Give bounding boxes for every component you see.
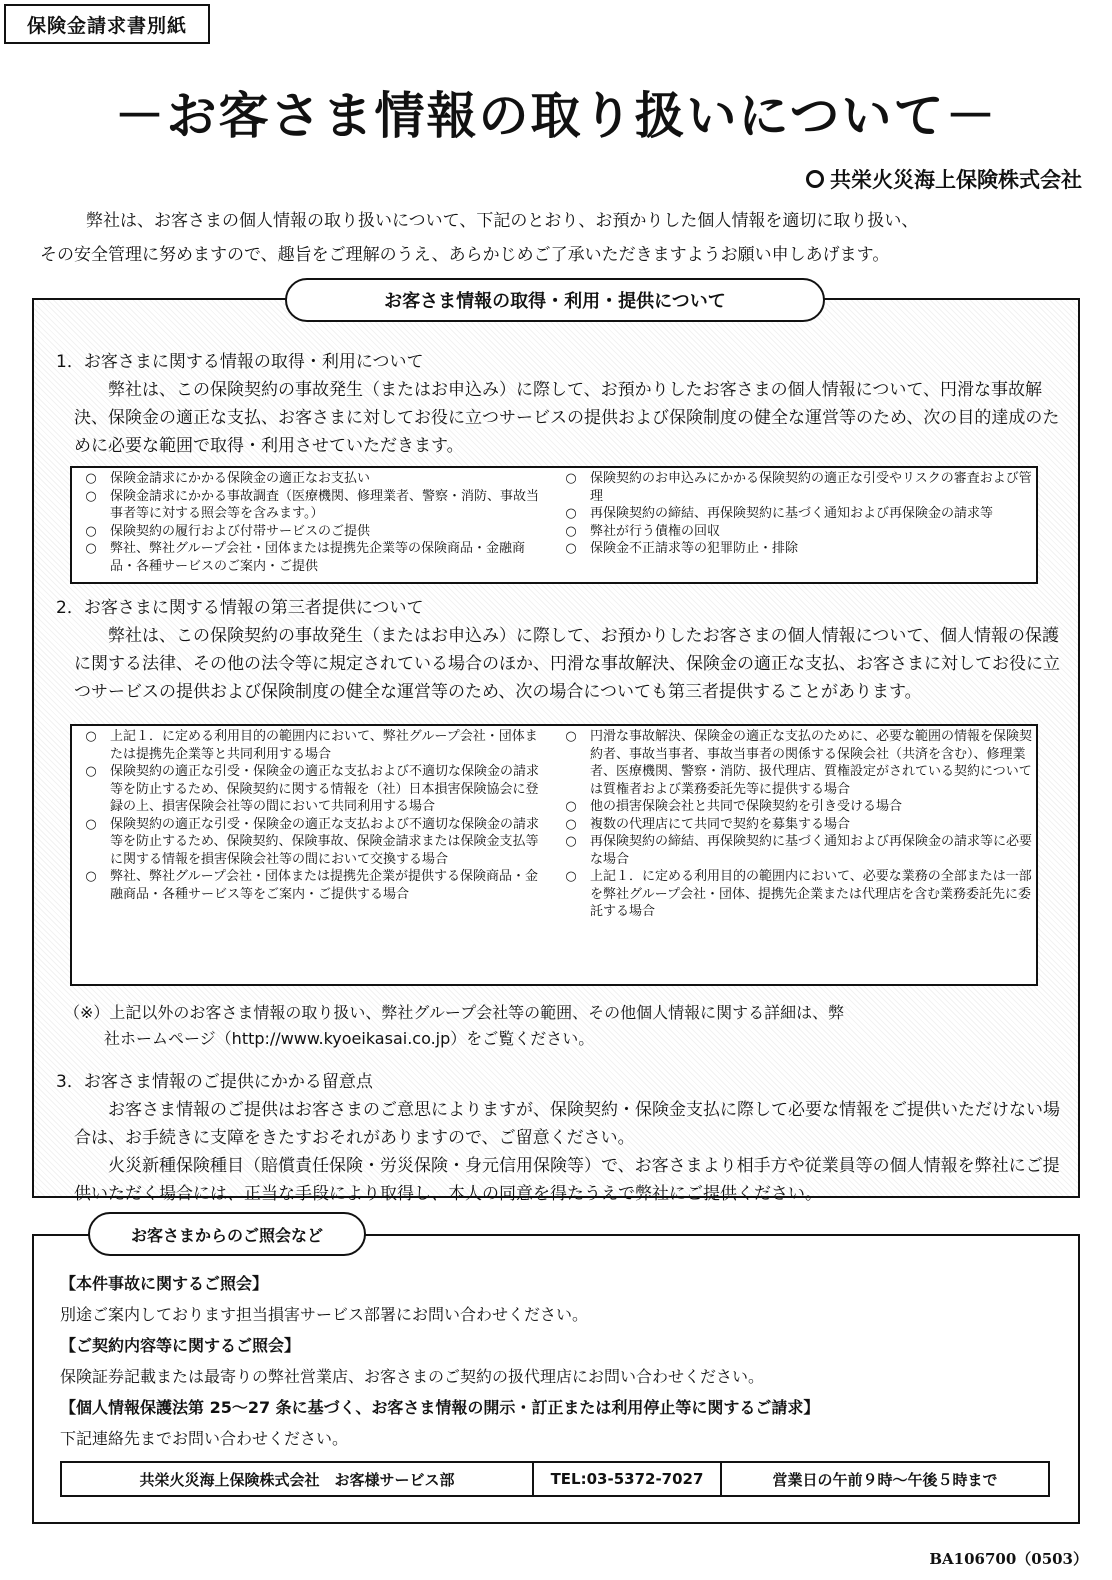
- list-item: [72, 763, 548, 816]
- inquiry-heading-3: 【個人情報保護法第 25～27 条に基づく、お客さま情報の開示・訂正または利用停止等に関するご請求】: [60, 1398, 820, 1417]
- section-main-heading: お客さま情報の取得・利用・提供について: [285, 278, 825, 322]
- inquiry-text-2: 保険証券記載または最寄りの弊社営業店、お客さまのご契約の扱代理店にお問い合わせください。: [60, 1367, 765, 1386]
- list-item: [72, 728, 548, 763]
- inquiries-content: [60, 1268, 1060, 1454]
- intro-line-2: その安全管理に努めますので、趣旨をご理解のうえ、あらかじめご了承いただきますようお願い申しあげます。: [40, 245, 890, 265]
- section-1-left-list: [72, 470, 548, 575]
- list-item: [552, 728, 1036, 798]
- circle-bullet-icon: ○: [85, 869, 97, 884]
- list-item: [552, 505, 1036, 523]
- section-2-right-list: [552, 728, 1036, 921]
- inquiry-text-3: 下記連絡先までお問い合わせください。: [60, 1429, 349, 1448]
- circle-bullet-icon: ○: [85, 488, 97, 504]
- section-3-body-1: お客さま情報のご提供はお客さまのご意思によりますが、保険契約・保険金支払に際して必要な情報をご提供いただけない場合は、お手続きに支障をきたすおそれがありますので、ご留意ください。: [74, 1100, 1060, 1148]
- list-item-text: 再保険契約の締結、再保険契約に基づく通知および再保険金の請求等に必要な場合: [590, 834, 1033, 867]
- company-name-text: 共栄火災海上保険株式会社: [830, 168, 1082, 192]
- list-item: [72, 523, 548, 541]
- circle-bullet-icon: ○: [565, 799, 577, 814]
- circle-bullet-icon: ○: [565, 523, 577, 539]
- note-line-2: 社ホームページ（http://www.kyoeikasai.co.jp）をご覧ください。: [104, 1029, 595, 1048]
- list-item-text: 円滑な事故解決、保険金の適正な支払のために、必要な範囲の情報を保険契約者、事故当事者、事故当事者の関係する保険会社（共済を含む）、修理業者、医療機関、警察・消防、扱代理店、質権設定がされている契約については質権者および業務委託先等に提供する場合: [590, 729, 1033, 797]
- list-item: [552, 816, 1036, 834]
- intro-text: [40, 204, 1080, 272]
- document-code: BA106700（0503）: [929, 1550, 1088, 1568]
- section-1: [56, 348, 1072, 460]
- contact-department: 共栄火災海上保険株式会社 お客様サービス部: [62, 1463, 534, 1495]
- list-item-text: 弊社、弊社グループ会社・団体または提携先企業等の保険商品・金融商品・各種サービスのご案内・ご提供: [110, 541, 525, 574]
- circle-bullet-icon: ○: [85, 764, 97, 779]
- list-item: [552, 470, 1036, 505]
- list-item: [552, 868, 1036, 921]
- list-item: [552, 523, 1036, 541]
- list-item-text: 再保険契約の締結、再保険契約に基づく通知および再保険金の請求等: [590, 506, 994, 521]
- circle-bullet-icon: ○: [85, 523, 97, 539]
- inquiries-heading: お客さまからのご照会など: [88, 1212, 366, 1256]
- list-item-text: 他の損害保険会社と共同で保険契約を引き受ける場合: [590, 799, 903, 814]
- list-item: [552, 833, 1036, 868]
- contact-hours: 営業日の午前９時～午後５時まで: [772, 1470, 998, 1489]
- circle-bullet-icon: ○: [85, 541, 97, 556]
- list-item-text: 保険契約の履行および付帯サービスのご提供: [110, 523, 371, 539]
- list-item-text: 保険金請求にかかる保険金の適正なお支払い: [110, 471, 371, 486]
- circle-bullet-icon: ○: [85, 729, 97, 744]
- page-title: －お客さま情報の取り扱いについて－: [114, 87, 998, 145]
- section-1-title: 1．お客さまに関する情報の取得・利用について: [56, 352, 424, 372]
- list-item: [552, 798, 1036, 816]
- section-1-right-list: [552, 470, 1036, 558]
- section-2: [56, 594, 1072, 706]
- section-2-body: 弊社は、この保険契約の事故発生（またはお申込み）に際して、お預かりしたお客さまの個人情報について、個人情報の保護に関する法律、その他の法令等に規定されている場合のほか、円滑な事故解決、保険金の適正な支払、お客さまに対してお役に立つサービスの提供および保険制度の健全な運営等のため、次の場合についても第三者提供することがあります。: [74, 626, 1060, 702]
- list-item-text: 保険契約の適正な引受・保険金の適正な支払および不適切な保険金の請求等を防止するため、保険契約、保険事故、保険金請求または保険金支払等に関する情報を損害保険会社等の間において交換する場合: [110, 816, 540, 867]
- circle-bullet-icon: ○: [565, 541, 577, 556]
- document-tag: 保険金請求書別紙: [4, 4, 210, 44]
- section-1-purpose-box: [70, 466, 1038, 584]
- list-item-text: 上記１．に定める利用目的の範囲内において、必要な業務の全部または一部を弊社グループ会社・団体、提携先企業または代理店を含む業務委託先に委託する場合: [590, 869, 1032, 919]
- circle-bullet-icon: ○: [565, 816, 577, 832]
- list-item-text: 保険契約のお申込みにかかる保険契約の適正な引受やリスクの審査および管理: [590, 471, 1032, 504]
- list-item: [72, 816, 548, 869]
- company-logo-icon: [806, 170, 824, 188]
- circle-bullet-icon: ○: [565, 834, 577, 849]
- circle-bullet-icon: ○: [565, 471, 577, 486]
- circle-bullet-icon: ○: [565, 729, 577, 744]
- list-item-text: 上記１．に定める利用目的の範囲内において、弊社グループ会社・団体または提携先企業等と共同利用する場合: [110, 729, 538, 762]
- list-item-text: 弊社が行う債権の回収: [590, 523, 721, 539]
- list-item: [72, 470, 548, 488]
- list-item-text: 弊社、弊社グループ会社・団体または提携先企業が提供する保険商品・金融商品・各種サービス等をご案内・ご提供する場合: [110, 869, 538, 902]
- circle-bullet-icon: ○: [565, 506, 577, 521]
- section-2-provision-box: [70, 724, 1038, 986]
- section-3-body-2: 火災新種保険種目（賠償責任保険・労災保険・身元信用保険等）で、お客さまより相手方や従業員等の個人情報を弊社にご提供いただく場合には、正当な手段により取得し、本人の同意を得たうえで弊社にご提供ください。: [74, 1156, 1060, 1204]
- list-item-text: 保険契約の適正な引受・保険金の適正な支払および不適切な保険金の請求等を防止するため、保険契約に関する情報を（社）日本損害保険協会に登録の上、損害保険会社等の間において共同利用する場合: [110, 764, 540, 814]
- inquiry-heading-2: 【ご契約内容等に関するご照会】: [60, 1336, 301, 1355]
- section-2-left-list: [72, 728, 548, 903]
- list-item: [552, 540, 1036, 558]
- list-item-text: 複数の代理店にて共同で契約を募集する場合: [590, 816, 851, 832]
- company-name: [806, 164, 1082, 194]
- note: [64, 1000, 1072, 1052]
- section-3-title: 3．お客さま情報のご提供にかかる留意点: [56, 1072, 373, 1092]
- contact-table: [60, 1461, 1050, 1497]
- list-item: [72, 868, 548, 903]
- inquiry-heading-1: 【本件事故に関するご照会】: [60, 1274, 269, 1293]
- section-2-title: 2．お客さまに関する情報の第三者提供について: [56, 598, 424, 618]
- contact-phone: TEL:03-5372-7027: [534, 1463, 722, 1495]
- circle-bullet-icon: ○: [85, 471, 97, 486]
- list-item: [72, 540, 548, 575]
- intro-line-1: 弊社は、お客さまの個人情報の取り扱いについて、下記のとおり、お預かりした個人情報を適切に取り扱い、: [86, 211, 919, 231]
- section-3: [56, 1068, 1072, 1208]
- list-item-text: 保険金不正請求等の犯罪防止・排除: [590, 541, 799, 556]
- section-1-body: 弊社は、この保険契約の事故発生（またはお申込み）に際して、お預かりしたお客さまの個人情報について、円滑な事故解決、保険金の適正な支払、お客さまに対してお役に立つサービスの提供および保険制度の健全な運営等のため、次の目的達成のために必要な範囲で取得・利用させていただきます。: [74, 380, 1060, 456]
- inquiry-text-1: 別途ご案内しております担当損害サービス部署にお問い合わせください。: [60, 1305, 589, 1324]
- list-item-text: 保険金請求にかかる事故調査（医療機関、修理業者、警察・消防、事故当事者等に対する照会等を含みます。）: [110, 488, 540, 521]
- circle-bullet-icon: ○: [565, 869, 577, 884]
- circle-bullet-icon: ○: [85, 816, 97, 832]
- note-line-1: （※）上記以外のお客さま情報の取り扱い、弊社グループ会社等の範囲、その他個人情報に関する詳細は、弊: [64, 1003, 845, 1022]
- list-item: [72, 488, 548, 523]
